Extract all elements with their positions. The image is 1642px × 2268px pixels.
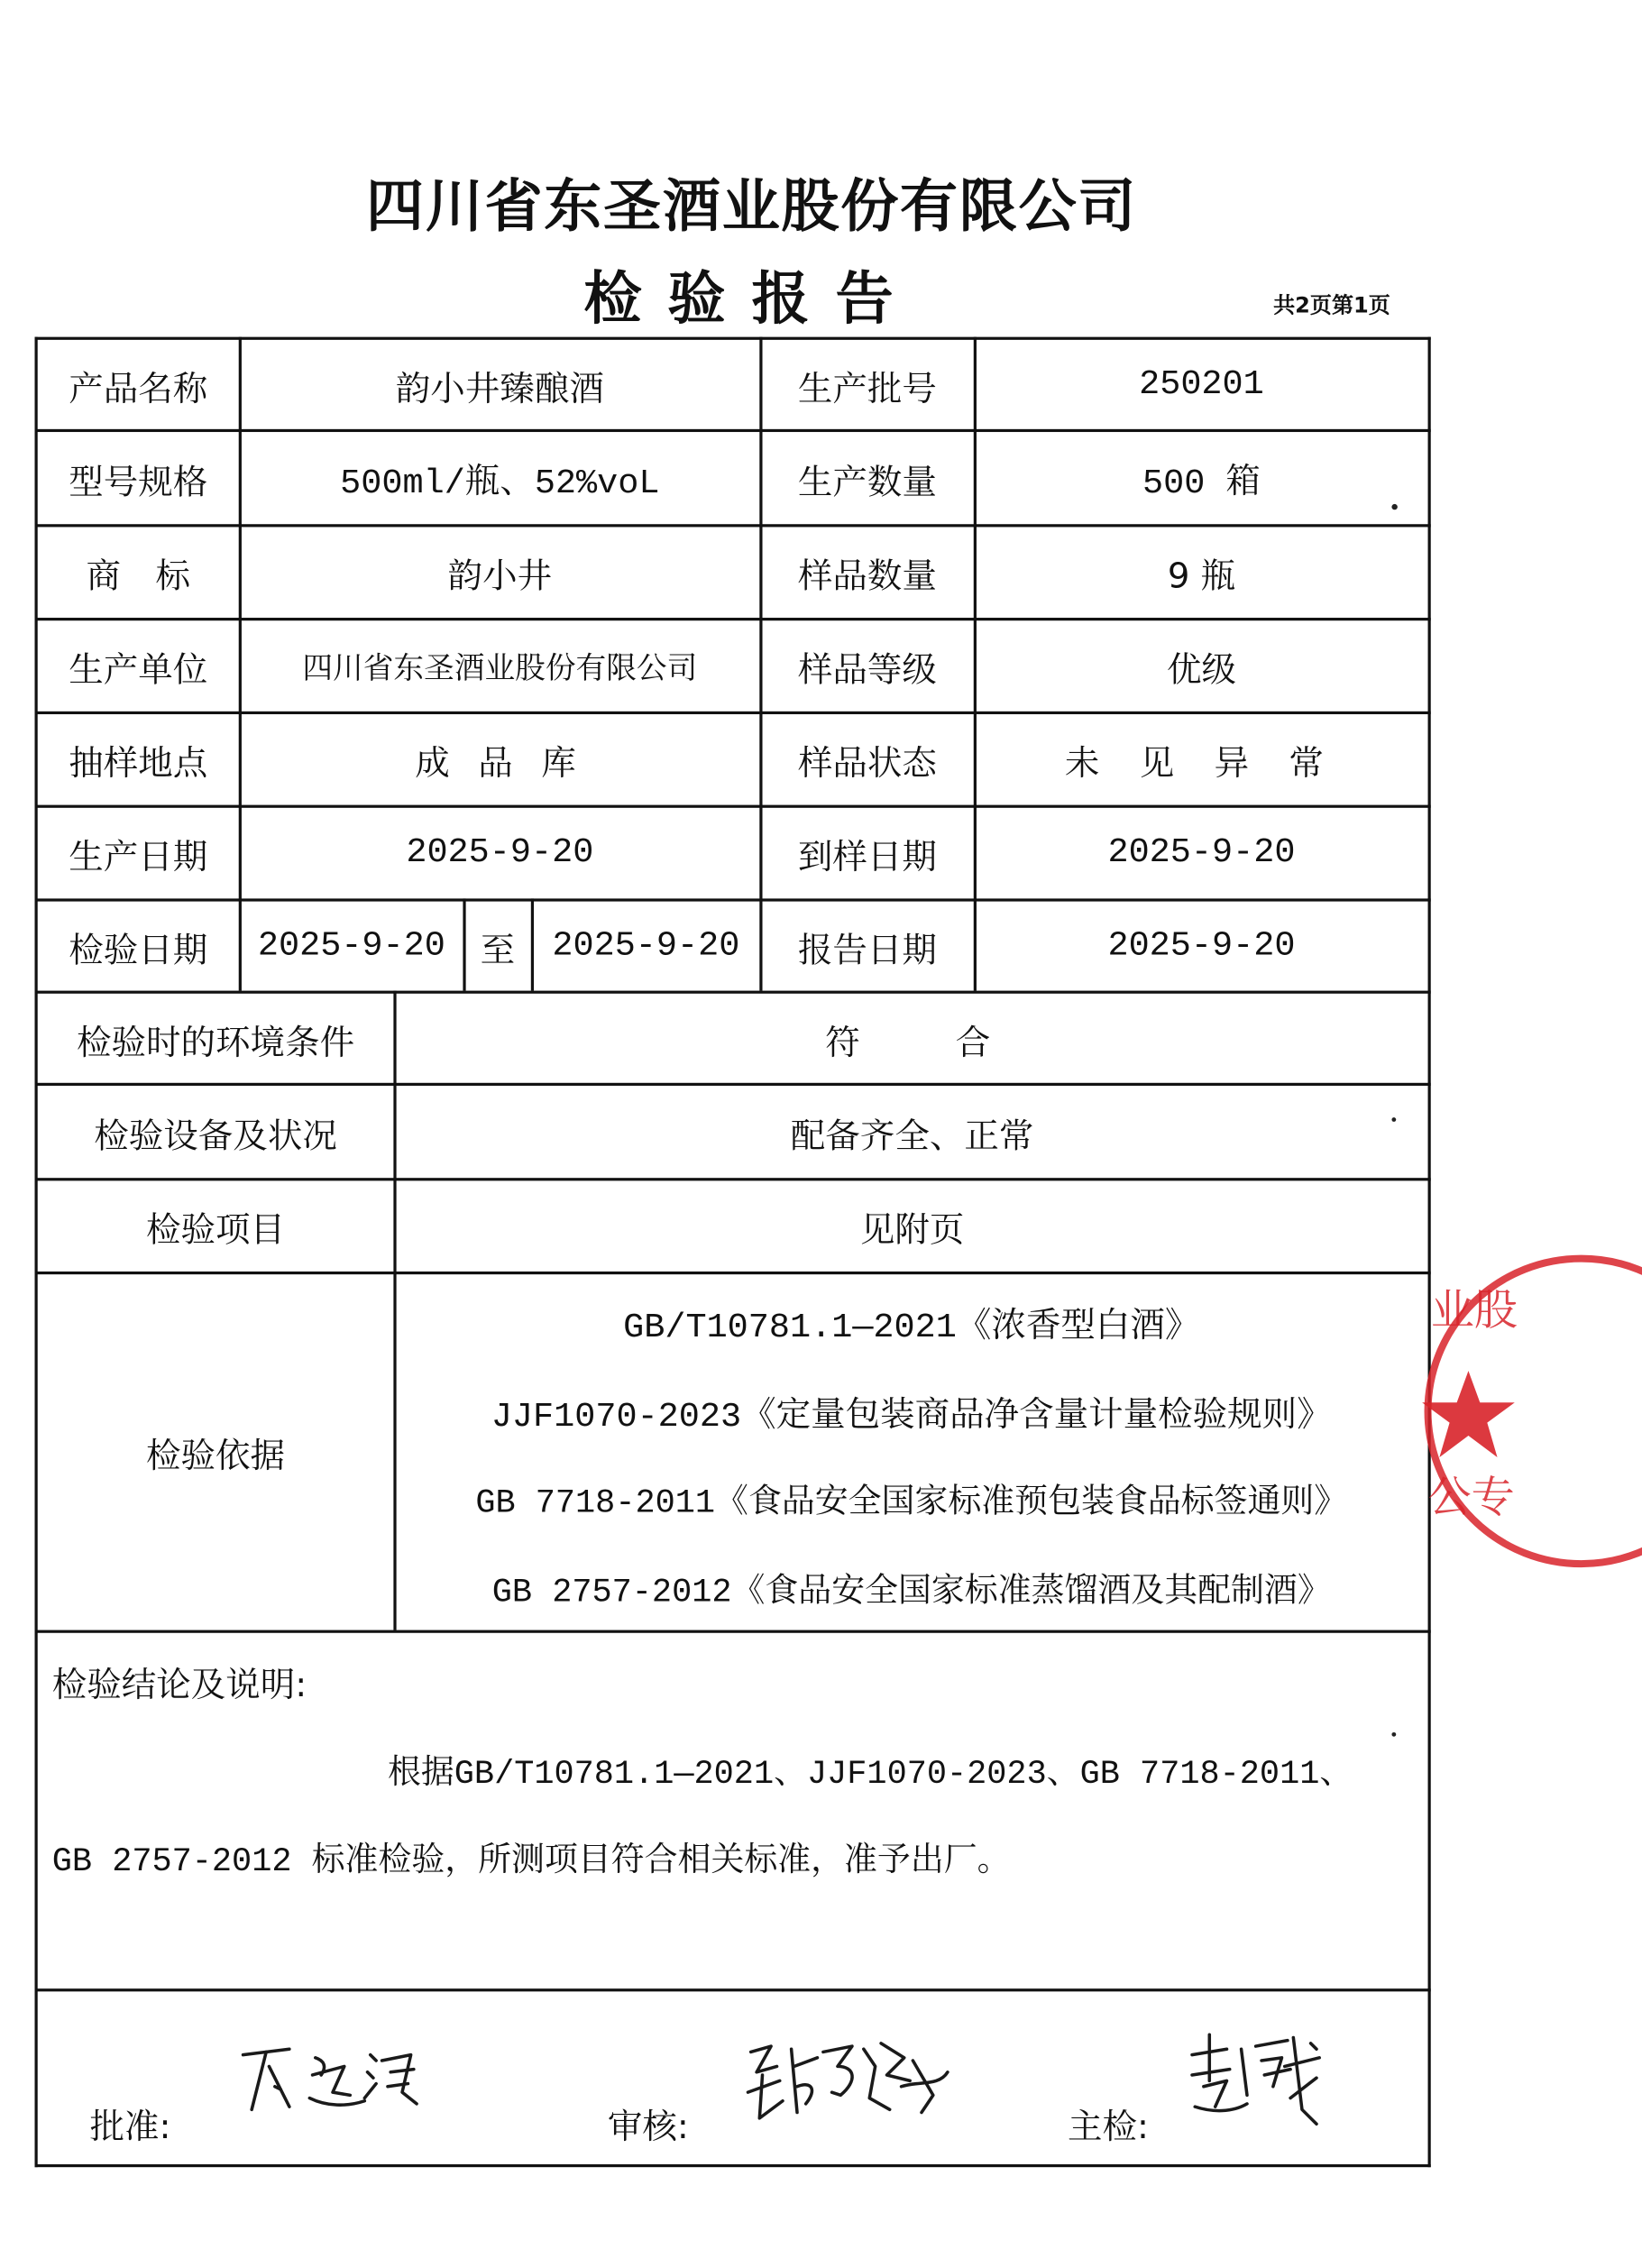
value-sample-qty: 9 瓶 bbox=[1167, 556, 1236, 597]
value-equipment: 配备齐全、正常 bbox=[790, 1115, 1034, 1156]
label-product-name: 产品名称 bbox=[69, 367, 208, 409]
value-production-date: 2025-9-20 bbox=[406, 833, 594, 873]
speck bbox=[1391, 1117, 1396, 1122]
value-sample-grade: 优级 bbox=[1166, 649, 1236, 690]
value-report-date: 2025-9-20 bbox=[1107, 926, 1296, 966]
company-seal bbox=[1425, 1241, 1518, 1586]
value-items: 见附页 bbox=[859, 1209, 965, 1251]
basis-line-1: GB/T10781.1—2021《浓香型白酒》 bbox=[623, 1308, 1200, 1348]
basis-line-3: GB 7718-2011《食品安全国家标准预包装食品标签通则》 bbox=[475, 1484, 1348, 1522]
review-label: 审核: bbox=[607, 2107, 689, 2147]
label-arrival-date: 到样日期 bbox=[797, 836, 937, 877]
seal-graphic bbox=[1425, 1241, 1642, 1586]
value-brand: 韵小井 bbox=[447, 556, 553, 597]
reviewer-signature bbox=[730, 2024, 962, 2139]
label-inspection-date-to: 至 bbox=[480, 929, 516, 970]
value-arrival-date: 2025-9-20 bbox=[1107, 833, 1296, 873]
page-info: 共2页第1页 bbox=[1273, 292, 1390, 318]
value-spec: 500ml/瓶、52%voL bbox=[340, 464, 660, 504]
approver-signature bbox=[232, 2024, 435, 2125]
value-inspection-date-from: 2025-9-20 bbox=[257, 926, 445, 966]
label-environment: 检验时的环境条件 bbox=[77, 1021, 355, 1062]
label-items: 检验项目 bbox=[146, 1209, 286, 1251]
label-brand: 商 标 bbox=[86, 556, 190, 597]
label-sample-grade: 样品等级 bbox=[797, 649, 937, 690]
value-producer: 四川省东圣酒业股份有限公司 bbox=[302, 649, 698, 685]
value-product-name: 韵小井臻酿酒 bbox=[395, 367, 604, 409]
basis-line-2: JJF1070-2023《定量包装商品净含量计量检验规则》 bbox=[491, 1398, 1332, 1437]
speck bbox=[1391, 504, 1397, 510]
inspector-signature bbox=[1183, 2024, 1327, 2132]
label-equipment: 检验设备及状况 bbox=[94, 1115, 337, 1156]
label-batch-no: 生产批号 bbox=[797, 367, 937, 409]
svg-text:公专: 公专 bbox=[1427, 1472, 1515, 1523]
value-sample-state: 未 见 异 常 bbox=[1064, 742, 1338, 784]
label-producer: 生产单位 bbox=[69, 649, 208, 690]
value-environment: 符 合 bbox=[825, 1021, 999, 1062]
label-sampling-site: 抽样地点 bbox=[69, 742, 208, 784]
report-title: 检验报告 bbox=[583, 266, 920, 333]
basis-line-4: GB 2757-2012《食品安全国家标准蒸馏酒及其配制酒》 bbox=[491, 1574, 1331, 1611]
label-report-date: 报告日期 bbox=[797, 929, 937, 970]
label-basis: 检验依据 bbox=[146, 1436, 286, 1476]
inspect-label: 主检: bbox=[1068, 2107, 1150, 2147]
speck bbox=[1391, 1732, 1396, 1737]
svg-text:业股: 业股 bbox=[1430, 1285, 1518, 1336]
value-quantity: 500 箱 bbox=[1142, 464, 1261, 504]
company-title: 四川省东圣酒业股份有限公司 bbox=[365, 174, 1138, 241]
value-sampling-site: 成 品 库 bbox=[415, 742, 585, 784]
conclusion-line-2: GB 2757-2012 标准检验，所测项目符合相关标准，准予出厂。 bbox=[51, 1842, 1011, 1881]
approve-label: 批准: bbox=[89, 2107, 171, 2147]
label-spec: 型号规格 bbox=[69, 461, 208, 502]
label-quantity: 生产数量 bbox=[797, 461, 937, 502]
value-batch-no: 250201 bbox=[1139, 364, 1264, 404]
label-sample-state: 样品状态 bbox=[797, 742, 937, 784]
conclusion-heading: 检验结论及说明: bbox=[51, 1664, 307, 1705]
label-production-date: 生产日期 bbox=[69, 836, 208, 877]
value-inspection-date-to: 2025-9-20 bbox=[552, 926, 740, 966]
label-inspection-date: 检验日期 bbox=[69, 929, 208, 970]
conclusion-line-1: 根据GB/T10781.1—2021、JJF1070-2023、GB 7718-2011、 bbox=[387, 1755, 1353, 1794]
label-sample-qty: 样品数量 bbox=[797, 556, 937, 597]
